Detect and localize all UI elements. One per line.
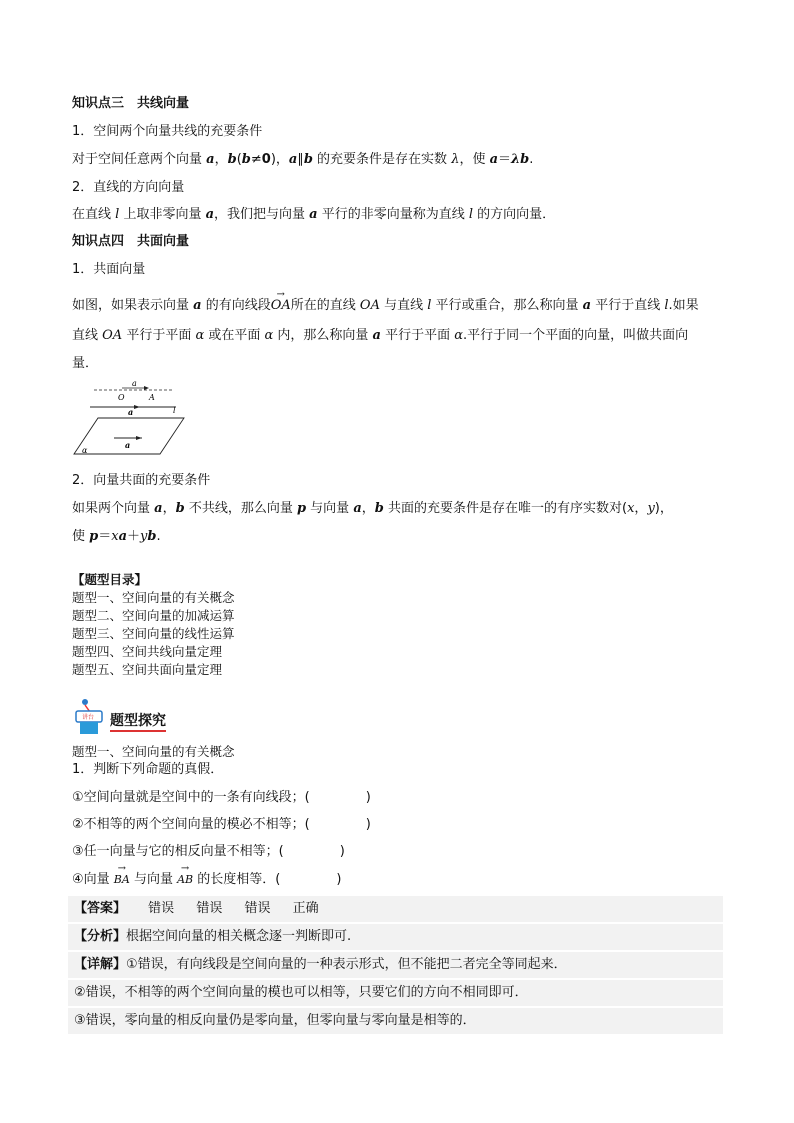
figure-label-O: O bbox=[118, 393, 125, 402]
detail-row-2: ②错误，不相等的两个空间向量的模也可以相等，只要它们的方向不相同即可． bbox=[68, 980, 723, 1006]
kp3-s1-title: 1．空间两个向量共线的充要条件 bbox=[72, 124, 263, 139]
figure-label-a-mid: a bbox=[128, 407, 134, 417]
kp4-q2: 使 p＝xa＋yb. bbox=[72, 529, 161, 544]
detail-row-1: 【详解】①错误，有向线段是空间向量的一种表示形式，但不能把二者完全等同起来． bbox=[68, 952, 723, 978]
figure-label-l: l bbox=[173, 406, 176, 415]
kp3-s2-text: 在直线 l 上取非零向量 a，我们把与向量 a 平行的非零向量称为直线 l 的方向向量． bbox=[72, 207, 556, 222]
kp4-p2: 直线 OA 平行于平面 α 或在平面 α 内，那么称向量 a 平行于平面 α.平行于同一个平面的向量，叫做共面向 bbox=[72, 328, 689, 343]
catalog-item-5: 题型五、空间共面向量定理 bbox=[72, 662, 223, 677]
explore-logo bbox=[72, 698, 192, 738]
kp3-title: 知识点三 共线向量 bbox=[72, 96, 190, 111]
question-item-2: ②不相等的两个空间向量的模必不相等；( ) bbox=[72, 817, 371, 832]
question-item-4: ④向量 → BA 与向量 → AB 的长度相等．( ) bbox=[72, 870, 341, 890]
question-item-3: ③任一向量与它的相反向量不相等；( ) bbox=[72, 844, 345, 859]
kp4-s1-title: 1．共面向量 bbox=[72, 262, 146, 277]
catalog-title: 【题型目录】 bbox=[72, 572, 148, 587]
kp4-s2-title: 2．向量共面的充要条件 bbox=[72, 473, 211, 488]
explore-logo-text: 题型探究 bbox=[110, 712, 166, 732]
figure-label-alpha: α bbox=[82, 446, 88, 455]
catalog-item-4: 题型四、空间共线向量定理 bbox=[72, 644, 223, 659]
kp4-title: 知识点四 共面向量 bbox=[72, 234, 190, 249]
question-item-1: ①空间向量就是空间中的一条有向线段；( ) bbox=[72, 790, 371, 805]
catalog-item-1: 题型一、空间向量的有关概念 bbox=[72, 590, 235, 605]
kp3-s2-title: 2．直线的方向向量 bbox=[72, 180, 185, 195]
answer-row: 【答案】 错误 错误 错误 正确 bbox=[68, 896, 723, 922]
kp4-p3: 量． bbox=[72, 356, 99, 371]
catalog-item-3: 题型三、空间向量的线性运算 bbox=[72, 626, 235, 641]
kp3-s1-text: 对于空间任意两个向量 a，b(b≠0)，a∥b 的充要条件是存在实数 λ，使 a＝λb. bbox=[72, 152, 534, 167]
explore-logo-badge: 讲台 bbox=[82, 714, 95, 721]
type1-title: 题型一、空间向量的有关概念 bbox=[72, 744, 235, 759]
analysis-row: 【分析】根据空间向量的相关概念逐一判断即可. bbox=[68, 924, 723, 950]
figure-label-a-plane: a bbox=[125, 440, 131, 450]
coplanar-figure bbox=[72, 380, 192, 460]
figure-label-a-top: a bbox=[132, 380, 137, 388]
detail-row-3: ③错误，零向量的相反向量仍是零向量，但零向量与零向量是相等的． bbox=[68, 1008, 723, 1034]
figure-label-A: A bbox=[149, 393, 155, 402]
kp4-q1: 如果两个向量 a，b 不共线，那么向量 p 与向量 a，b 共面的充要条件是存在唯一的有序实数对(x，y)， bbox=[72, 501, 673, 516]
kp4-p1: 如图，如果表示向量 a 的有向线段→ OA所在的直线 OA 与直线 l 平行或重合，那么称向量 a 平行于直线 l.如果 bbox=[72, 296, 699, 316]
catalog-item-2: 题型二、空间向量的加减运算 bbox=[72, 608, 235, 623]
question-title: 1．判断下列命题的真假． bbox=[72, 762, 224, 777]
